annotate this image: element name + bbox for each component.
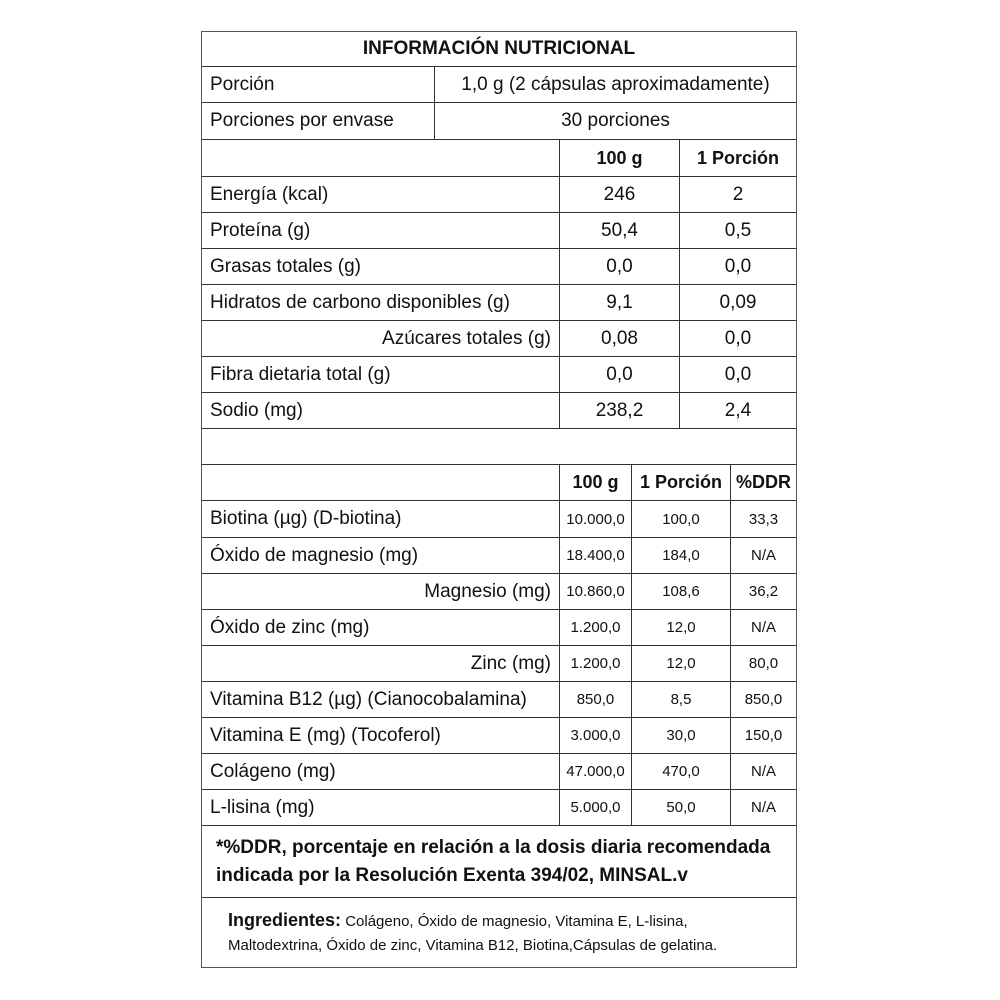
supplement-name: Vitamina B12 (µg) (Cianocobalamina): [210, 688, 527, 710]
nutrient-per-portion: 0,0: [679, 249, 796, 284]
supplement-name: L-lisina (mg): [210, 796, 315, 818]
nutrient-per-100g: 246: [559, 177, 679, 212]
ddr-footnote: [202, 826, 796, 898]
supplement-per-portion: 30,0: [631, 718, 730, 753]
supplement-per-100g: 10.000,0: [559, 501, 631, 537]
supplement-row: [202, 754, 796, 790]
supplement-per-portion: 184,0: [631, 538, 730, 573]
supplement-per-100g: 1.200,0: [559, 610, 631, 645]
label-title: INFORMACIÓN NUTRICIONAL: [362, 38, 636, 59]
supplement-row: [202, 790, 796, 826]
ingredients-line-2: Maltodextrina, Óxido de zinc, Vitamina B12, Biotina,Cápsulas de gelatina.: [228, 937, 718, 954]
supplement-per-100g: 47.000,0: [559, 754, 631, 789]
nutrient-per-portion: 0,09: [679, 285, 796, 320]
supplement-ddr: 850,0: [730, 682, 796, 717]
supplement-ddr: 80,0: [730, 646, 796, 681]
nutrient-per-100g: 0,08: [559, 321, 679, 356]
supplement-row: [202, 646, 796, 682]
header-per-portion: 1 Porción: [679, 140, 796, 176]
supplements-header-row: [202, 465, 796, 501]
supp-header-per-portion: 1 Porción: [631, 465, 730, 500]
supplement-per-100g: 3.000,0: [559, 718, 631, 753]
supplement-per-portion: 12,0: [631, 646, 730, 681]
nutrient-name: Sodio (mg): [210, 399, 303, 421]
supplement-name: Óxido de zinc (mg): [210, 616, 370, 638]
supplement-per-100g: 1.200,0: [559, 646, 631, 681]
supplement-per-portion: 8,5: [631, 682, 730, 717]
nutrient-per-100g: 9,1: [559, 285, 679, 320]
nutrition-row: [202, 357, 796, 393]
supplements-header-blank: [202, 465, 559, 500]
nutrition-row: [202, 249, 796, 285]
nutrition-row: [202, 213, 796, 249]
supplement-row: [202, 718, 796, 754]
supplement-row: [202, 538, 796, 574]
supplement-per-portion: 470,0: [631, 754, 730, 789]
supplement-per-100g: 5.000,0: [559, 790, 631, 825]
nutrient-per-portion: 2: [679, 177, 796, 212]
nutrition-row: [202, 393, 796, 429]
supplement-per-portion: 100,0: [631, 501, 730, 537]
nutrient-per-portion: 2,4: [679, 393, 796, 428]
supplement-row: [202, 574, 796, 610]
nutrient-per-100g: 0,0: [559, 249, 679, 284]
nutrient-per-100g: 50,4: [559, 213, 679, 248]
supplement-name: Vitamina E (mg) (Tocoferol): [210, 724, 441, 746]
footnote-line-1: *%DDR, porcentaje en relación a la dosis diaria recomendada: [216, 837, 771, 858]
supp-header-per-100g: 100 g: [559, 465, 631, 500]
nutrient-per-100g: 0,0: [559, 357, 679, 392]
supplement-row: [202, 610, 796, 646]
footnote-line-2: indicada por la Resolución Exenta 394/02, MINSAL.v: [216, 865, 688, 886]
nutrition-header-blank: [202, 140, 559, 176]
supplement-name: Colágeno (mg): [210, 760, 336, 782]
supplement-per-portion: 12,0: [631, 610, 730, 645]
ingredients-heading: Ingredientes:: [228, 910, 342, 930]
supplement-name: Biotina (µg) (D-biotina): [210, 508, 402, 529]
supplement-ddr: 33,3: [730, 501, 796, 537]
nutrient-per-portion: 0,5: [679, 213, 796, 248]
nutrition-row: [202, 177, 796, 213]
nutrient-per-portion: 0,0: [679, 321, 796, 356]
spacer-row: [202, 429, 796, 465]
supplement-ddr: N/A: [730, 790, 796, 825]
title-row: [202, 32, 796, 67]
supplement-per-100g: 18.400,0: [559, 538, 631, 573]
servings-per-container-label: Porciones por envase: [210, 110, 394, 131]
supplement-per-portion: 108,6: [631, 574, 730, 609]
nutrient-per-portion: 0,0: [679, 357, 796, 392]
nutrient-name: Azúcares totales (g): [382, 327, 551, 349]
supplement-per-100g: 850,0: [559, 682, 631, 717]
nutrient-name: Grasas totales (g): [210, 255, 361, 277]
supplement-per-100g: 10.860,0: [559, 574, 631, 609]
supplement-name: Óxido de magnesio (mg): [210, 544, 419, 566]
nutrient-name: Proteína (g): [210, 219, 311, 241]
nutrient-name: Hidratos de carbono disponibles (g): [210, 291, 510, 313]
supplement-name: Magnesio (mg): [424, 580, 551, 602]
nutrient-name: Energía (kcal): [210, 183, 329, 205]
nutrient-per-100g: 238,2: [559, 393, 679, 428]
nutrition-header-row: [202, 140, 796, 177]
supp-header-ddr: %DDR: [730, 465, 796, 500]
supplement-ddr: 36,2: [730, 574, 796, 609]
servings-per-container-value: 30 porciones: [434, 103, 796, 139]
supplement-ddr: N/A: [730, 610, 796, 645]
portion-value: 1,0 g (2 cápsulas aproximadamente): [434, 67, 796, 102]
nutrient-name: Fibra dietaria total (g): [210, 363, 391, 385]
supplement-ddr: N/A: [730, 754, 796, 789]
header-per-100g: 100 g: [559, 140, 679, 176]
ingredients-block: [202, 898, 796, 968]
nutrition-row: [202, 285, 796, 321]
supplement-row: [202, 682, 796, 718]
servings-per-container-row: [202, 103, 796, 140]
portion-row: [202, 67, 796, 103]
supplement-ddr: N/A: [730, 538, 796, 573]
ingredients-line-1: Colágeno, Óxido de magnesio, Vitamina E, L-lisina,: [341, 913, 688, 930]
portion-label: Porción: [210, 73, 275, 95]
supplement-name: Zinc (mg): [470, 652, 551, 674]
nutrition-facts-label: [201, 31, 797, 968]
supplement-row: [202, 501, 796, 538]
supplement-ddr: 150,0: [730, 718, 796, 753]
supplement-per-portion: 50,0: [631, 790, 730, 825]
nutrition-row: [202, 321, 796, 357]
